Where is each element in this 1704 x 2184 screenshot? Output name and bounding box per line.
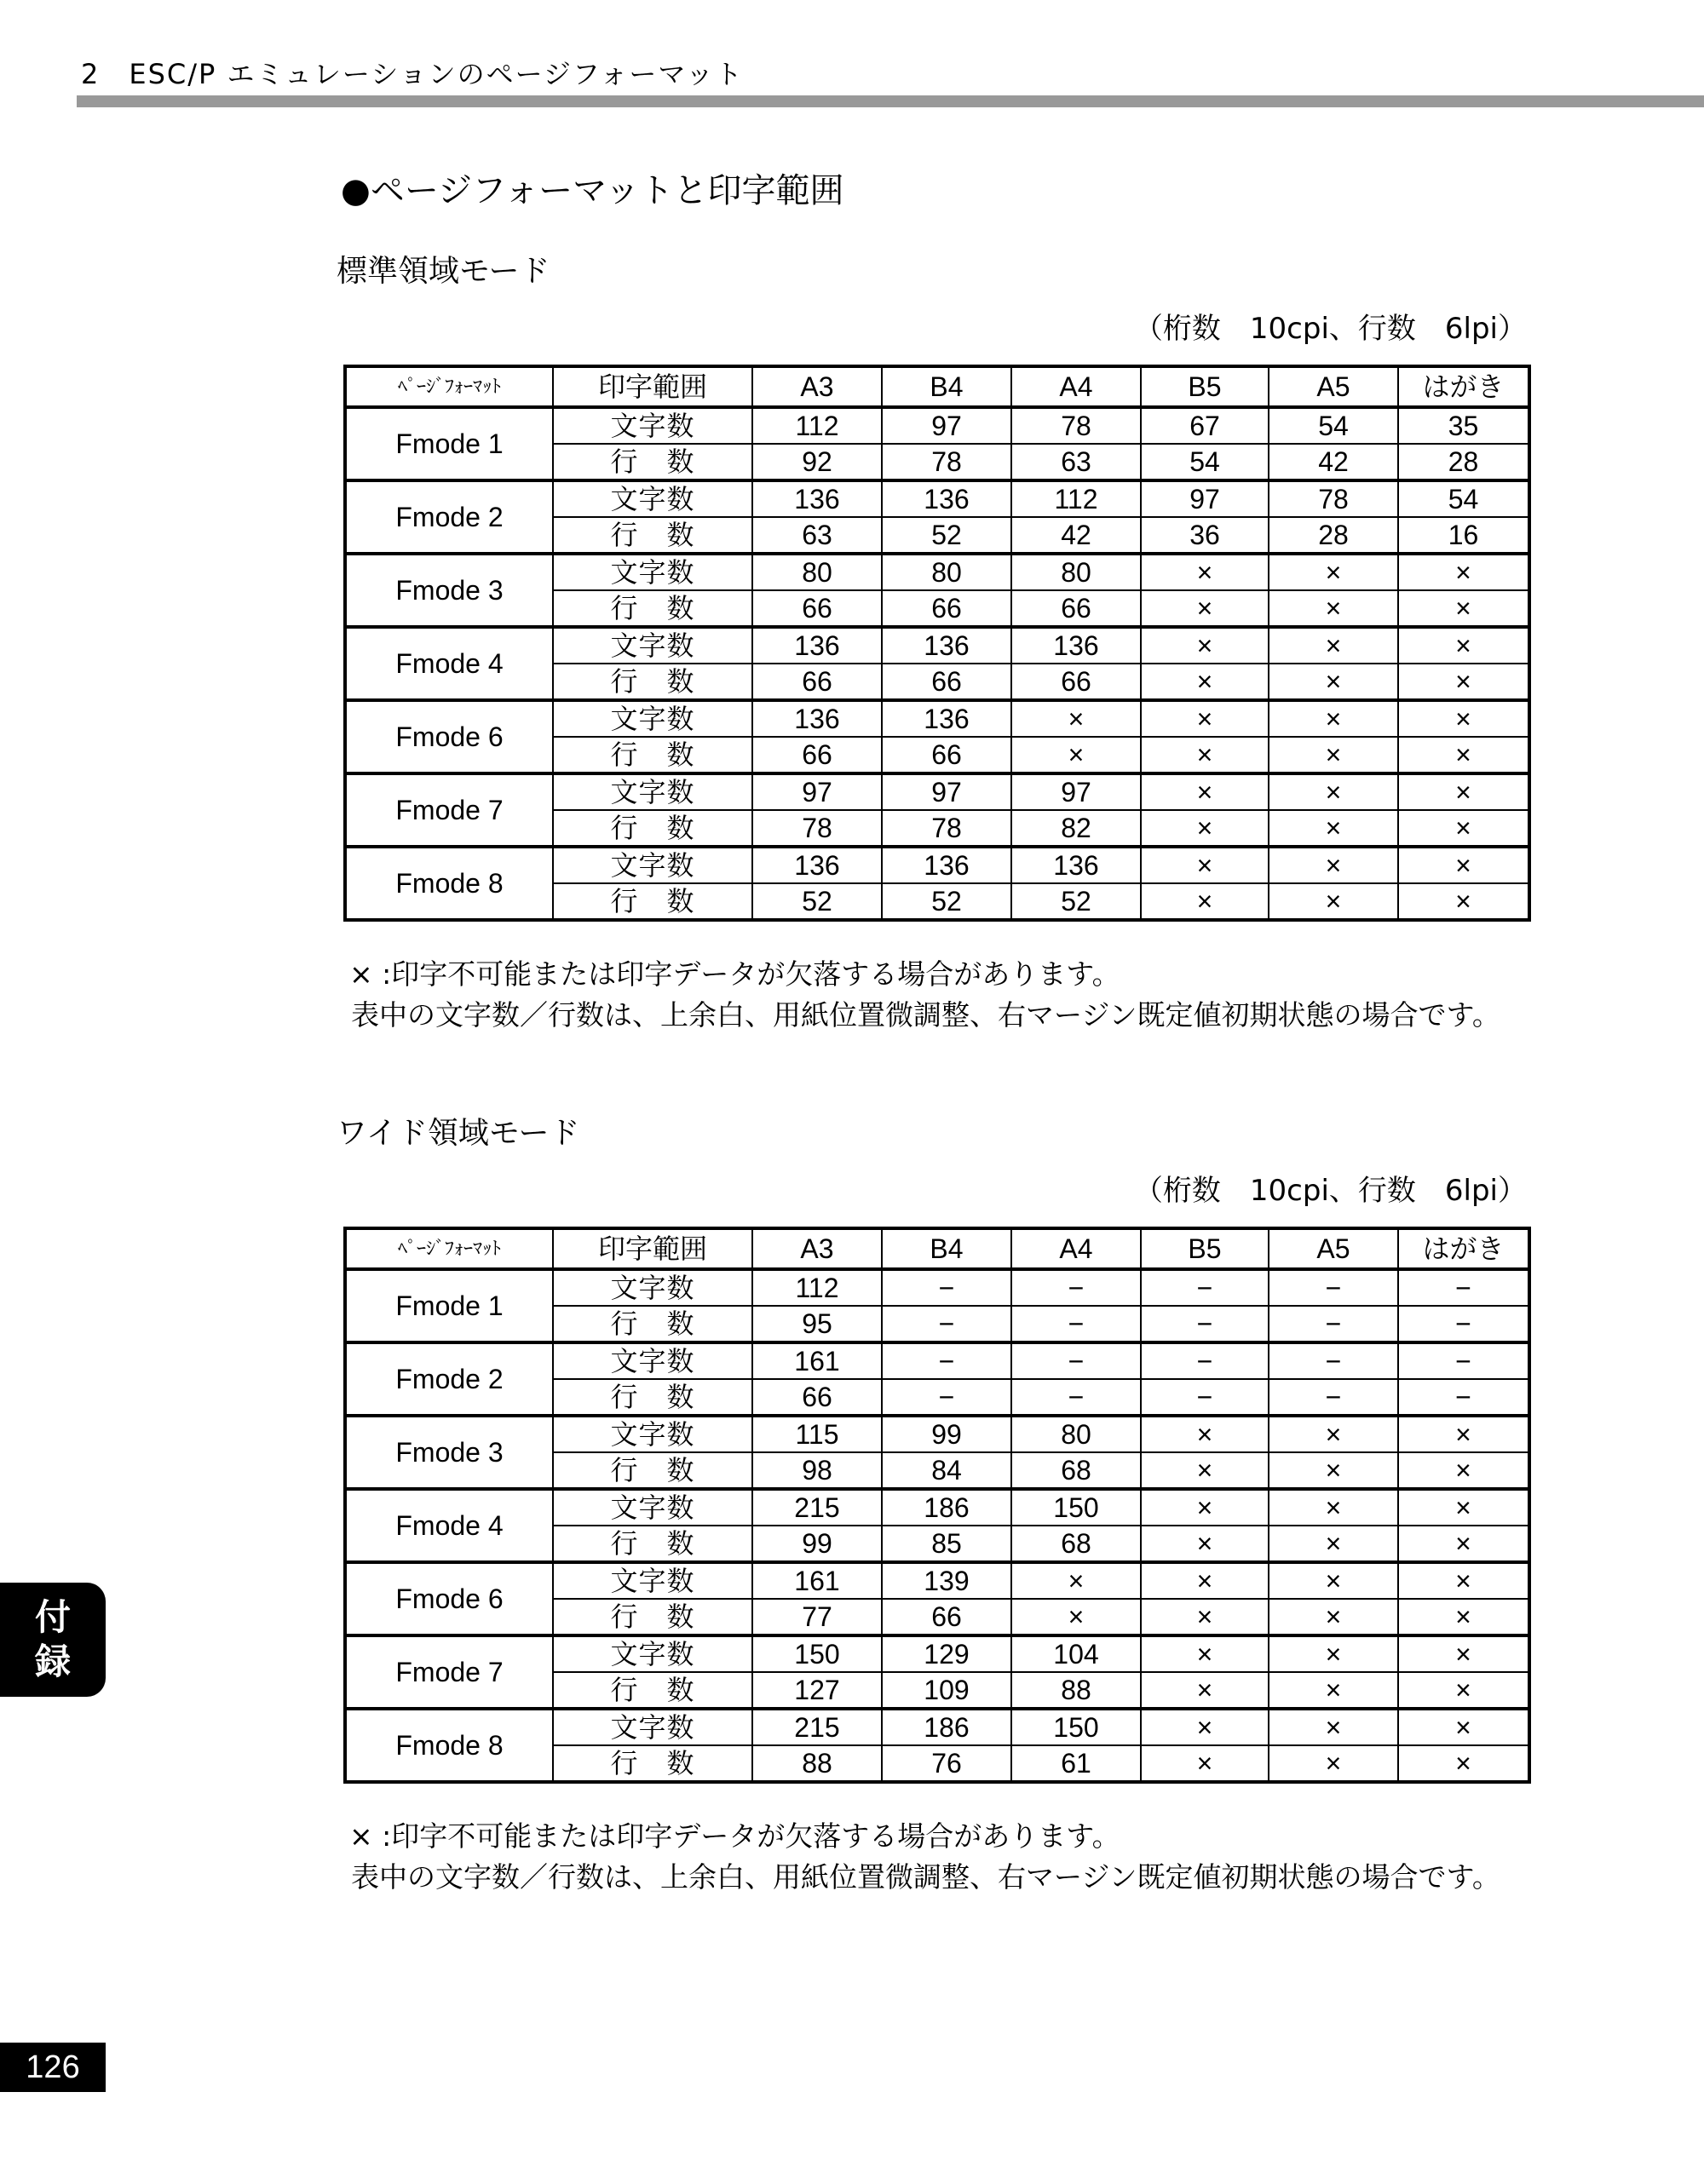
value-cell: 54 [1398, 480, 1529, 517]
value-cell: − [882, 1306, 1011, 1342]
value-cell: − [1011, 1379, 1141, 1416]
table-title-standard: 標準領域モード [337, 254, 550, 289]
column-header: 印字範囲 [553, 1228, 752, 1269]
value-cell: 109 [882, 1672, 1011, 1709]
value-cell: × [1269, 664, 1398, 700]
value-cell: 52 [882, 883, 1011, 920]
value-cell: 97 [1141, 480, 1269, 517]
value-cell: 68 [1011, 1452, 1141, 1489]
value-cell: 80 [1011, 554, 1141, 590]
range-label: 文字数 [553, 1562, 752, 1599]
value-cell: − [882, 1342, 1011, 1379]
table-header-row [345, 1228, 1529, 1269]
range-label: 文字数 [553, 554, 752, 590]
table-row [345, 480, 1529, 517]
value-cell: 78 [882, 810, 1011, 847]
value-cell: × [1141, 590, 1269, 627]
value-cell: − [1011, 1342, 1141, 1379]
value-cell: × [1269, 700, 1398, 737]
value-cell: × [1141, 883, 1269, 920]
value-cell: × [1269, 1599, 1398, 1635]
value-cell: × [1269, 1709, 1398, 1745]
value-cell: × [1269, 883, 1398, 920]
value-cell: − [1269, 1342, 1398, 1379]
value-cell: 80 [882, 554, 1011, 590]
column-header: B4 [882, 1228, 1011, 1269]
value-cell: 80 [752, 554, 882, 590]
column-header: 印字範囲 [553, 366, 752, 407]
value-cell: × [1398, 1562, 1529, 1599]
fmode-label: Fmode 6 [345, 700, 553, 773]
value-cell: × [1269, 1416, 1398, 1452]
value-cell: 104 [1011, 1635, 1141, 1672]
value-cell: 66 [882, 737, 1011, 773]
range-label: 行 数 [553, 810, 752, 847]
value-cell: × [1141, 847, 1269, 883]
value-cell: × [1141, 1672, 1269, 1709]
value-cell: × [1141, 1745, 1269, 1782]
range-label: 行 数 [553, 1306, 752, 1342]
value-cell: − [882, 1269, 1011, 1306]
column-header: ﾍﾟｰｼﾞﾌｫｰﾏｯﾄ [345, 366, 553, 407]
value-cell: 95 [752, 1306, 882, 1342]
range-label: 行 数 [553, 590, 752, 627]
value-cell: − [1269, 1379, 1398, 1416]
fmode-label: Fmode 7 [345, 773, 553, 847]
value-cell: − [1011, 1306, 1141, 1342]
fmode-label: Fmode 4 [345, 1489, 553, 1562]
value-cell: 80 [1011, 1416, 1141, 1452]
value-cell: × [1269, 1489, 1398, 1526]
value-cell: × [1141, 1489, 1269, 1526]
value-cell: − [1011, 1269, 1141, 1306]
fmode-label: Fmode 2 [345, 480, 553, 554]
range-label: 文字数 [553, 627, 752, 664]
value-cell: × [1398, 1489, 1529, 1526]
fmode-label: Fmode 1 [345, 1269, 553, 1342]
range-label: 行 数 [553, 664, 752, 700]
value-cell: × [1269, 554, 1398, 590]
value-cell: 161 [752, 1562, 882, 1599]
value-cell: 68 [1011, 1526, 1141, 1562]
value-cell: 16 [1398, 517, 1529, 554]
column-header: A4 [1011, 366, 1141, 407]
value-cell: − [1398, 1342, 1529, 1379]
page-number: 126 [0, 2043, 106, 2092]
range-label: 行 数 [553, 1526, 752, 1562]
value-cell: 88 [752, 1745, 882, 1782]
value-cell: − [1141, 1269, 1269, 1306]
table-row [345, 847, 1529, 883]
value-cell: 54 [1141, 444, 1269, 480]
value-cell: × [1398, 847, 1529, 883]
range-label: 文字数 [553, 1269, 752, 1306]
value-cell: 66 [752, 664, 882, 700]
value-cell: 78 [1269, 480, 1398, 517]
value-cell: × [1398, 1416, 1529, 1452]
value-cell: − [1141, 1342, 1269, 1379]
value-cell: − [1269, 1306, 1398, 1342]
value-cell: 78 [1011, 407, 1141, 444]
unit-note-standard: （桁数 10cpi、行数 6lpi） [1133, 312, 1527, 346]
range-label: 行 数 [553, 1672, 752, 1709]
value-cell: 186 [882, 1489, 1011, 1526]
value-cell: 52 [752, 883, 882, 920]
fmode-label: Fmode 8 [345, 1709, 553, 1782]
side-tab-char: 録 [34, 1641, 71, 1682]
value-cell: 136 [752, 847, 882, 883]
value-cell: × [1398, 1635, 1529, 1672]
column-header: B4 [882, 366, 1011, 407]
value-cell: 98 [752, 1452, 882, 1489]
value-cell: 97 [882, 773, 1011, 810]
value-cell: − [1141, 1379, 1269, 1416]
range-label: 文字数 [553, 847, 752, 883]
value-cell: 186 [882, 1709, 1011, 1745]
value-cell: × [1269, 1635, 1398, 1672]
value-cell: × [1398, 773, 1529, 810]
value-cell: 112 [752, 1269, 882, 1306]
value-cell: 82 [1011, 810, 1141, 847]
value-cell: 112 [752, 407, 882, 444]
value-cell: × [1398, 554, 1529, 590]
value-cell: × [1398, 810, 1529, 847]
value-cell: 66 [1011, 590, 1141, 627]
value-cell: 215 [752, 1489, 882, 1526]
value-cell: 42 [1269, 444, 1398, 480]
value-cell: 139 [882, 1562, 1011, 1599]
value-cell: 61 [1011, 1745, 1141, 1782]
column-header: B5 [1141, 1228, 1269, 1269]
value-cell: × [1141, 664, 1269, 700]
value-cell: 63 [1011, 444, 1141, 480]
fmode-label: Fmode 3 [345, 1416, 553, 1489]
value-cell: × [1011, 737, 1141, 773]
value-cell: 66 [882, 664, 1011, 700]
table-row [345, 627, 1529, 664]
column-header: A3 [752, 1228, 882, 1269]
value-cell: × [1398, 1526, 1529, 1562]
fmode-label: Fmode 3 [345, 554, 553, 627]
range-label: 行 数 [553, 737, 752, 773]
format-table-standard [343, 365, 1531, 922]
note-conditions-wide: 表中の文字数／行数は、上余白、用紙位置微調整、右マージン既定値初期状態の場合です。 [351, 1860, 1500, 1894]
value-cell: × [1141, 627, 1269, 664]
value-cell: 76 [882, 1745, 1011, 1782]
value-cell: × [1269, 1562, 1398, 1599]
value-cell: 66 [752, 737, 882, 773]
value-cell: 35 [1398, 407, 1529, 444]
value-cell: 215 [752, 1709, 882, 1745]
side-tab-char: 付 [34, 1596, 71, 1638]
value-cell: 136 [752, 700, 882, 737]
value-cell: 36 [1141, 517, 1269, 554]
value-cell: × [1141, 1599, 1269, 1635]
table-row [345, 407, 1529, 444]
range-label: 文字数 [553, 1416, 752, 1452]
column-header: はがき [1398, 366, 1529, 407]
column-header: A3 [752, 366, 882, 407]
value-cell: 129 [882, 1635, 1011, 1672]
table-row [345, 773, 1529, 810]
value-cell: 97 [752, 773, 882, 810]
range-label: 行 数 [553, 1452, 752, 1489]
value-cell: − [1141, 1306, 1269, 1342]
header-rule [77, 95, 1704, 107]
value-cell: × [1141, 1452, 1269, 1489]
value-cell: 99 [752, 1526, 882, 1562]
table-row [345, 700, 1529, 737]
value-cell: × [1141, 1635, 1269, 1672]
value-cell: × [1011, 1562, 1141, 1599]
range-label: 文字数 [553, 407, 752, 444]
column-header: A4 [1011, 1228, 1141, 1269]
value-cell: 78 [882, 444, 1011, 480]
value-cell: 112 [1011, 480, 1141, 517]
value-cell: 54 [1269, 407, 1398, 444]
value-cell: 52 [882, 517, 1011, 554]
value-cell: × [1398, 1709, 1529, 1745]
value-cell: × [1269, 847, 1398, 883]
value-cell: 42 [1011, 517, 1141, 554]
value-cell: 136 [882, 847, 1011, 883]
value-cell: × [1269, 1745, 1398, 1782]
range-label: 文字数 [553, 1489, 752, 1526]
column-header: A5 [1269, 366, 1398, 407]
value-cell: × [1269, 1672, 1398, 1709]
range-label: 行 数 [553, 1745, 752, 1782]
value-cell: 28 [1269, 517, 1398, 554]
column-header: B5 [1141, 366, 1269, 407]
value-cell: × [1398, 1599, 1529, 1635]
value-cell: 66 [882, 590, 1011, 627]
value-cell: × [1141, 700, 1269, 737]
value-cell: 66 [882, 1599, 1011, 1635]
value-cell: 127 [752, 1672, 882, 1709]
range-label: 文字数 [553, 1709, 752, 1745]
value-cell: × [1011, 1599, 1141, 1635]
value-cell: 150 [1011, 1489, 1141, 1526]
value-cell: 28 [1398, 444, 1529, 480]
value-cell: 136 [752, 480, 882, 517]
value-cell: × [1398, 590, 1529, 627]
value-cell: 136 [882, 700, 1011, 737]
value-cell: × [1269, 773, 1398, 810]
value-cell: × [1398, 737, 1529, 773]
value-cell: 115 [752, 1416, 882, 1452]
value-cell: 88 [1011, 1672, 1141, 1709]
value-cell: 136 [1011, 847, 1141, 883]
value-cell: × [1269, 737, 1398, 773]
value-cell: 77 [752, 1599, 882, 1635]
table-row [345, 1562, 1529, 1599]
value-cell: 66 [1011, 664, 1141, 700]
value-cell: 63 [752, 517, 882, 554]
value-cell: 136 [752, 627, 882, 664]
value-cell: × [1141, 773, 1269, 810]
chapter-header: 2 ESC/P エミュレーションのページフォーマット [81, 58, 745, 90]
fmode-label: Fmode 8 [345, 847, 553, 920]
fmode-label: Fmode 1 [345, 407, 553, 480]
fmode-label: Fmode 4 [345, 627, 553, 700]
value-cell: 97 [882, 407, 1011, 444]
fmode-label: Fmode 2 [345, 1342, 553, 1416]
value-cell: 136 [882, 480, 1011, 517]
value-cell: × [1141, 554, 1269, 590]
value-cell: 84 [882, 1452, 1011, 1489]
table-row [345, 1635, 1529, 1672]
value-cell: × [1398, 700, 1529, 737]
value-cell: × [1269, 1452, 1398, 1489]
table-row [345, 1342, 1529, 1379]
table-row [345, 1416, 1529, 1452]
value-cell: × [1141, 810, 1269, 847]
table-row [345, 554, 1529, 590]
value-cell: − [1269, 1269, 1398, 1306]
value-cell: − [1398, 1269, 1529, 1306]
value-cell: × [1269, 810, 1398, 847]
value-cell: 150 [1011, 1709, 1141, 1745]
fmode-label: Fmode 6 [345, 1562, 553, 1635]
value-cell: × [1269, 1526, 1398, 1562]
value-cell: − [882, 1379, 1011, 1416]
section-title: ●ページフォーマットと印字範囲 [341, 171, 844, 210]
value-cell: 92 [752, 444, 882, 480]
unit-note-wide: （桁数 10cpi、行数 6lpi） [1133, 1174, 1527, 1208]
format-table-wide [343, 1227, 1531, 1784]
value-cell: × [1269, 590, 1398, 627]
value-cell: × [1011, 700, 1141, 737]
column-header: A5 [1269, 1228, 1398, 1269]
range-label: 文字数 [553, 773, 752, 810]
table-row [345, 1269, 1529, 1306]
value-cell: 78 [752, 810, 882, 847]
value-cell: × [1398, 1745, 1529, 1782]
range-label: 行 数 [553, 883, 752, 920]
value-cell: − [1398, 1306, 1529, 1342]
note-conditions-standard: 表中の文字数／行数は、上余白、用紙位置微調整、右マージン既定値初期状態の場合です。 [351, 998, 1500, 1032]
value-cell: 136 [882, 627, 1011, 664]
value-cell: × [1398, 664, 1529, 700]
range-label: 文字数 [553, 1342, 752, 1379]
value-cell: × [1398, 1452, 1529, 1489]
value-cell: 52 [1011, 883, 1141, 920]
value-cell: − [1398, 1379, 1529, 1416]
table-title-wide: ワイド領域モード [337, 1116, 580, 1151]
value-cell: 97 [1011, 773, 1141, 810]
range-label: 行 数 [553, 517, 752, 554]
value-cell: × [1141, 1526, 1269, 1562]
table-header-row [345, 366, 1529, 407]
value-cell: 66 [752, 1379, 882, 1416]
value-cell: 150 [752, 1635, 882, 1672]
value-cell: × [1141, 737, 1269, 773]
table-row [345, 1489, 1529, 1526]
column-header: はがき [1398, 1228, 1529, 1269]
value-cell: 66 [752, 590, 882, 627]
range-label: 文字数 [553, 480, 752, 517]
value-cell: × [1398, 627, 1529, 664]
range-label: 行 数 [553, 1379, 752, 1416]
value-cell: × [1398, 883, 1529, 920]
value-cell: 161 [752, 1342, 882, 1379]
range-label: 文字数 [553, 1635, 752, 1672]
note-unprintable-wide: × :印字不可能または印字データが欠落する場合があります。 [349, 1819, 1120, 1853]
value-cell: × [1141, 1562, 1269, 1599]
column-header: ﾍﾟｰｼﾞﾌｫｰﾏｯﾄ [345, 1228, 553, 1269]
fmode-label: Fmode 7 [345, 1635, 553, 1709]
value-cell: × [1141, 1416, 1269, 1452]
range-label: 文字数 [553, 700, 752, 737]
table-row [345, 1709, 1529, 1745]
value-cell: 67 [1141, 407, 1269, 444]
value-cell: 136 [1011, 627, 1141, 664]
value-cell: × [1398, 1672, 1529, 1709]
value-cell: × [1141, 1709, 1269, 1745]
range-label: 行 数 [553, 444, 752, 480]
value-cell: 99 [882, 1416, 1011, 1452]
appendix-side-tab [0, 1583, 106, 1697]
range-label: 行 数 [553, 1599, 752, 1635]
note-unprintable-standard: × :印字不可能または印字データが欠落する場合があります。 [349, 957, 1120, 991]
value-cell: 85 [882, 1526, 1011, 1562]
value-cell: × [1269, 627, 1398, 664]
